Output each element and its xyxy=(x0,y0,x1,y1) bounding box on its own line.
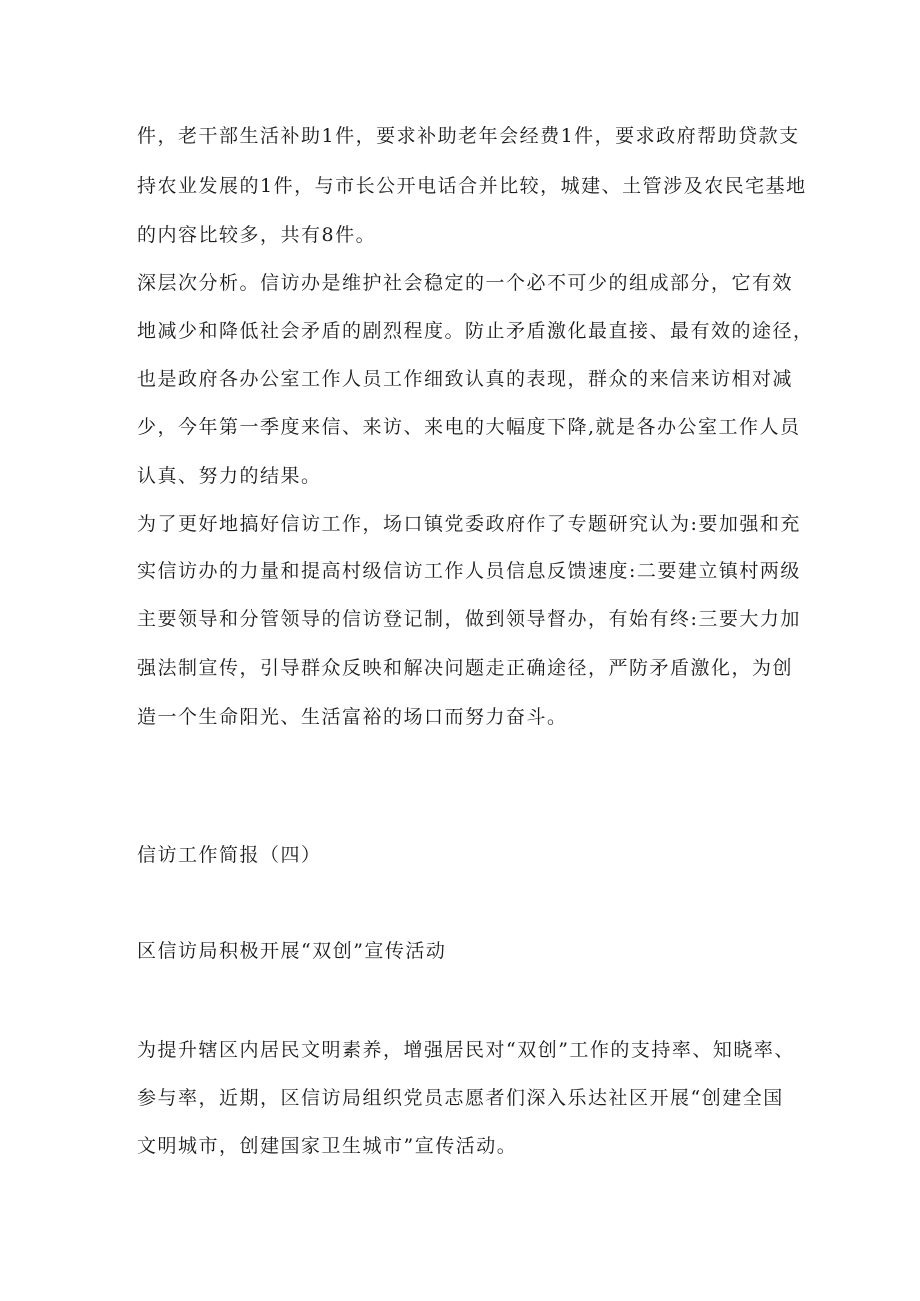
paragraph-2-line-1: 深层次分析。信访办是维护社会稳定的一个必不可少的组成部分，它有效 xyxy=(137,272,794,294)
paragraph-3-line-3: 主要领导和分管领导的信访登记制，做到领导督办，有始有终:三要大力加 xyxy=(137,608,801,630)
paragraph-4-line-1: 为提升辖区内居民文明素养，增强居民对“双创”工作的支持率、知晓率、 xyxy=(137,1039,795,1061)
paragraph-1-line-1: 件，老干部生活补助1件，要求补助老年会经费1件，要求政府帮助贷款支 xyxy=(137,125,800,147)
paragraph-4-line-3: 文明城市，创建国家卫生城市”宣传活动。 xyxy=(137,1135,518,1157)
paragraph-3-line-1: 为了更好地搞好信访工作，场口镇党委政府作了专题研究认为:要加强和充 xyxy=(137,513,801,535)
paragraph-1-line-2: 持农业发展的1件，与市长公开电话合并比较，城建、土管涉及农民宅基地 xyxy=(137,175,807,197)
article-title: 区信访局积极开展“双创”宣传活动 xyxy=(137,940,447,962)
paragraph-3-line-2: 实信访办的力量和提高村级信访工作人员信息反馈速度:二要建立镇村两级 xyxy=(137,560,801,582)
paragraph-4-line-2: 参与率，近期，区信访局组织党员志愿者们深入乐达社区开展“创建全国 xyxy=(137,1087,784,1109)
paragraph-3-line-5: 造一个生命阳光、生活富裕的场口而努力奋斗。 xyxy=(137,706,568,728)
paragraph-2-line-4: 少，今年第一季度来信、来访、来电的大幅度下降,就是各办公室工作人员 xyxy=(137,416,801,438)
paragraph-2-line-3: 也是政府各办公室工作人员工作细致认真的表现，群众的来信来访相对减 xyxy=(137,368,794,390)
paragraph-1-line-3: 的内容比较多，共有8件。 xyxy=(137,224,377,246)
paragraph-2-line-5: 认真、努力的结果。 xyxy=(137,465,322,487)
section-title: 信访工作简报（四） xyxy=(137,844,322,866)
paragraph-3-line-4: 强法制宣传，引导群众反映和解决问题走正确途径，严防矛盾激化，为创 xyxy=(137,657,794,679)
paragraph-2-line-2: 地减少和降低社会矛盾的剧烈程度。防止矛盾激化最直接、最有效的途径， xyxy=(137,320,814,342)
